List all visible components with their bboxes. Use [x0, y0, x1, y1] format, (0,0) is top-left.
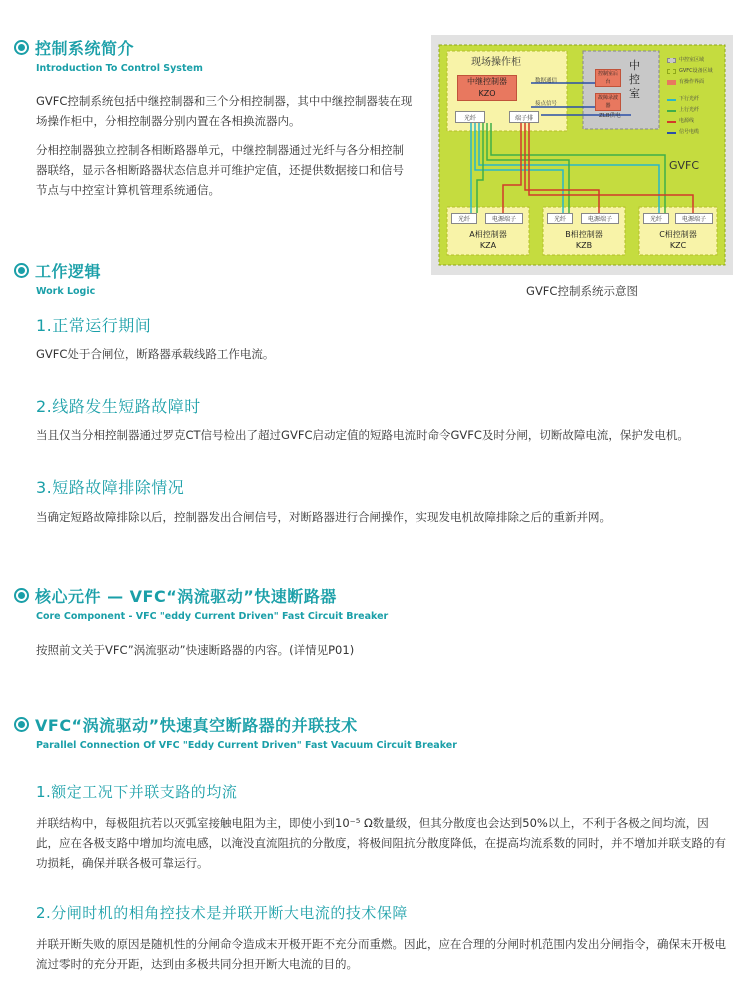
data-comm-label: 数据通信: [535, 78, 558, 84]
work-paragraph-2: 当且仅当分相控制器通过罗克CT信号检出了超过GVFC启动定值的短路电流时命令GVFC及时分闸，切断故障电流，保护发电机。: [36, 428, 689, 442]
intro-paragraph-1: GVFC控制系统包括中继控制器和三个分相控制器，其中中继控制器装在现场操作柜中，分相控制器分别内置在各相换流器内。: [36, 94, 413, 128]
section-title: 工作逻辑: [35, 262, 102, 281]
legend-item: 有操作界面: [667, 77, 713, 88]
contact-signal-label: 接点信号: [535, 101, 558, 107]
phase-b-controller: B相控制器 KZB: [565, 230, 603, 250]
section-header-core: [14, 584, 388, 622]
relay-controller-box: [457, 75, 517, 101]
gvfc-label: GVFC: [669, 159, 700, 172]
circle-bullet-icon: [14, 588, 29, 603]
zlb-power-label: ZLB供电: [599, 113, 621, 119]
diagram-caption: GVFC控制系统示意图: [526, 284, 638, 298]
relay-controller-code: KZO: [478, 89, 496, 98]
phase-a-controller: A相控制器 KZA: [469, 230, 507, 250]
legend-item: 下行光纤: [667, 94, 713, 105]
section-subtitle: Work Logic: [36, 286, 96, 297]
work-heading-3: 3.短路故障排除情况: [36, 478, 185, 497]
section-title: 控制系统简介: [35, 39, 135, 58]
cabinet-label: 现场操作柜: [471, 57, 521, 68]
phase-a-terminal: 电源端子: [485, 213, 523, 224]
legend-item: 中控室区域: [667, 55, 713, 66]
parallel-paragraph-2: 并联开断失败的原因是随机性的分闸命令造成末开极开距不充分而重燃。因此，应在合理的分闸时机范围内发出分闸指令，确保末开极电流过零时的充分开距，达到由多极共同分担开断大电流的目的。: [36, 937, 726, 971]
section-title: 核心元件 — VFC“涡流驱动”快速断路器: [35, 587, 337, 606]
control-system-diagram: [431, 35, 733, 275]
phase-c-controller: C相控制器 KZC: [659, 230, 697, 250]
phase-a-fiber: 光纤: [451, 213, 477, 224]
section-subtitle: Introduction To Control System: [36, 63, 203, 74]
legend-item: 电源线: [667, 116, 713, 127]
work-paragraph-3: 当确定短路故障排除以后，控制器发出合闸信号，对断路器进行合闸操作，实现发电机故障排除之后的重新并网。: [36, 510, 611, 524]
legend-item: GVFC设备区域: [667, 66, 713, 77]
work-paragraph-1: GVFC处于合闸位，断路器承载线路工作电流。: [36, 347, 275, 361]
cabinet-terminal-box: 端子排: [509, 111, 539, 123]
work-heading-2: 2.线路发生短路故障时: [36, 397, 201, 416]
cabinet-fiber-box: 光纤: [455, 111, 485, 123]
section-header-parallel: [14, 713, 457, 751]
phase-c-fiber: 光纤: [643, 213, 669, 224]
relay-controller-label: 中继控制器: [467, 77, 507, 86]
phase-c-terminal: 电源端子: [675, 213, 713, 224]
parallel-heading-2: 2.分闸时机的相角控技术是并联开断大电流的技术保障: [36, 904, 408, 922]
legend-item: 信号电缆: [667, 127, 713, 138]
legend-item: 上行光纤: [667, 105, 713, 116]
parallel-paragraph-1: 并联结构中，每极阻抗若以灭弧室接触电阻为主，即使小到10⁻⁵ Ω数量级，但其分散度也会达到50%以上，不利于各极之间均流，因此，应在各极支路中增加均流电感，以淹没直流阻抗的分散度，将极间阻抗分散度降低，在提高均流系数的同时，并不增加并联支路的有功损耗，确保并联各极可靠运行。: [36, 816, 726, 870]
parallel-heading-1: 1.额定工况下并联支路的均流: [36, 783, 238, 801]
circle-bullet-icon: [14, 40, 29, 55]
circle-bullet-icon: [14, 263, 29, 278]
core-paragraph: 按照前文关于VFC”涡流驱动”快速断路器的内容。(详情见P01): [36, 643, 355, 657]
section-header-intro: [14, 36, 203, 74]
central-room-label: 中控室: [629, 59, 640, 100]
fault-recorder-box: 故障录波器: [595, 93, 621, 111]
phase-b-terminal: 电源端子: [581, 213, 619, 224]
section-subtitle: Parallel Connection Of VFC "Eddy Current Driven" Fast Vacuum Circuit Breaker: [36, 740, 457, 751]
legend: [667, 55, 713, 138]
section-subtitle: Core Component - VFC "eddy Current Driven" Fast Circuit Breaker: [36, 611, 389, 622]
phase-b-fiber: 光纤: [547, 213, 573, 224]
section-header-work: [14, 259, 101, 297]
section-title: VFC“涡流驱动”快速真空断路器的并联技术: [35, 716, 358, 735]
monitor-box: 控制室后台: [595, 69, 621, 87]
circle-bullet-icon: [14, 717, 29, 732]
work-heading-1: 1.正常运行期间: [36, 316, 152, 335]
intro-paragraph-2: 分相控制器独立控制各相断路器单元，中继控制器通过光纤与各分相控制器联络，显示各相断路器状态信息并可维护定值，还提供数据接口和信号节点与中控室计算机管理系统通信。: [36, 143, 404, 197]
